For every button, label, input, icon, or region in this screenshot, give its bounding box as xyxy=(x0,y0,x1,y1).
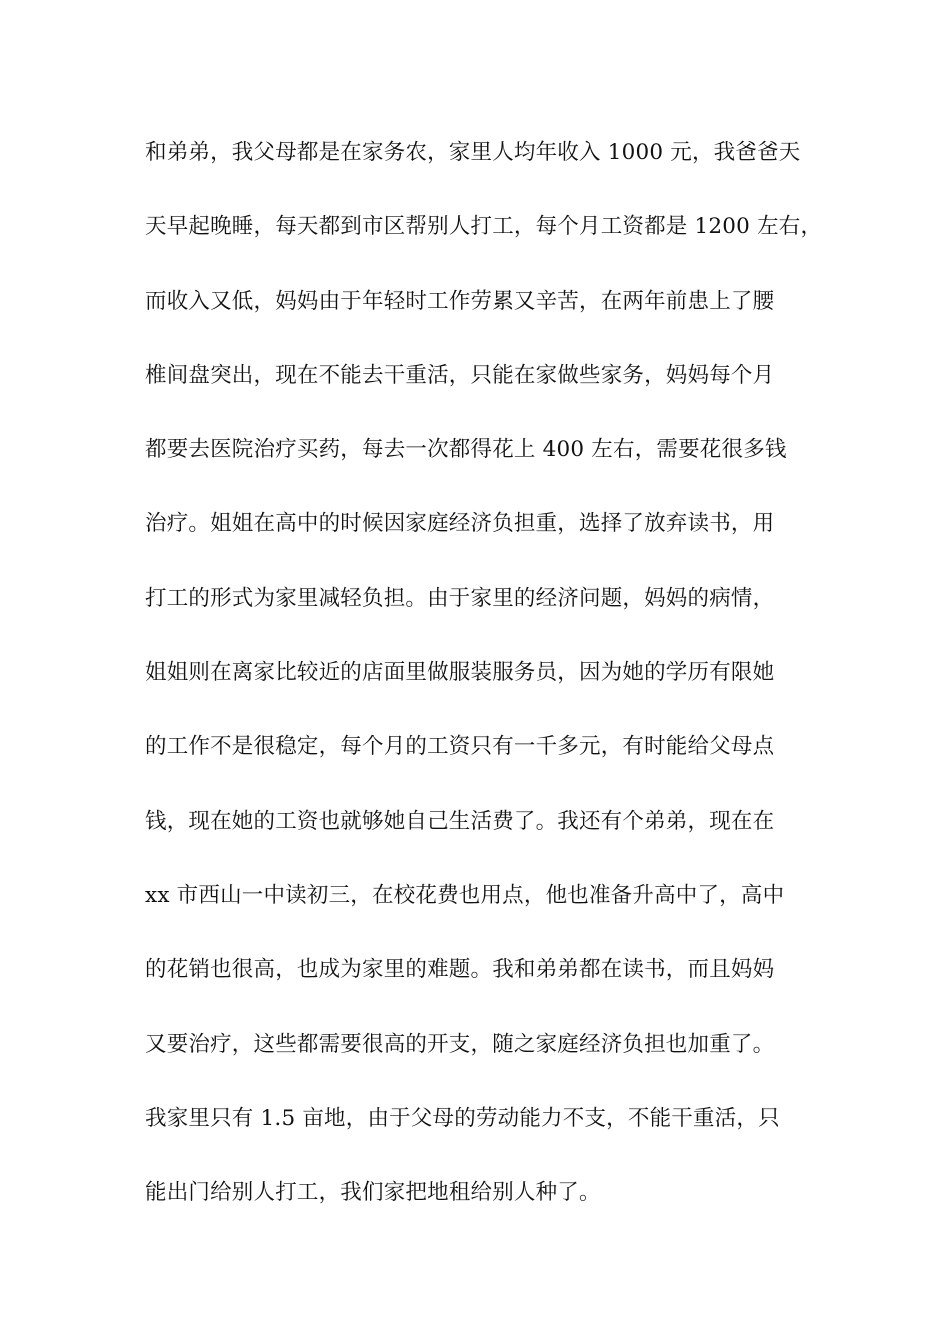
text-line: 和弟弟，我父母都是在家务农，家里人均年收入 1000 元，我爸爸天 xyxy=(145,140,801,165)
text-line: 天早起晚睡，每天都到市区帮别人打工，每个月工资都是 1200 左右， xyxy=(145,214,823,240)
text-line: 姐姐则在离家比较近的店面里做服装服务员，因为她的学历有限她 xyxy=(145,660,775,686)
text-line: 的工作不是很稳定，每个月的工资只有一千多元，有时能给父母点 xyxy=(145,734,775,760)
text-line: 都要去医院治疗买药，每去一次都得花上 400 左右，需要花很多钱 xyxy=(145,437,787,463)
text-line: 我家里只有 1.5 亩地，由于父母的劳动能力不支，不能干重活，只 xyxy=(145,1105,780,1131)
text-line: 的花销也很高，也成为家里的难题。我和弟弟都在读书，而且妈妈 xyxy=(145,957,775,983)
text-line: 又要治疗，这些都需要很高的开支，随之家庭经济负担也加重了。 xyxy=(145,1031,775,1057)
text-line: xx 市西山一中读初三，在校花费也用点，他也准备升高中了，高中 xyxy=(145,882,785,908)
text-line: 钱，现在她的工资也就够她自己生活费了。我还有个弟弟，现在在 xyxy=(145,808,775,834)
text-line: 能出门给别人打工，我们家把地租给别人种了。 xyxy=(145,1180,601,1206)
body-text xyxy=(145,130,823,1244)
text-line: 椎间盘突出，现在不能去干重活，只能在家做些家务，妈妈每个月 xyxy=(145,362,775,388)
text-line: 治疗。姐姐在高中的时候因家庭经济负担重，选择了放弃读书，用 xyxy=(145,511,775,537)
text-line: 而收入又低，妈妈由于年轻时工作劳累又辛苦，在两年前患上了腰 xyxy=(145,288,775,314)
text-line: 打工的形式为家里减轻负担。由于家里的经济问题，妈妈的病情， xyxy=(145,585,775,611)
